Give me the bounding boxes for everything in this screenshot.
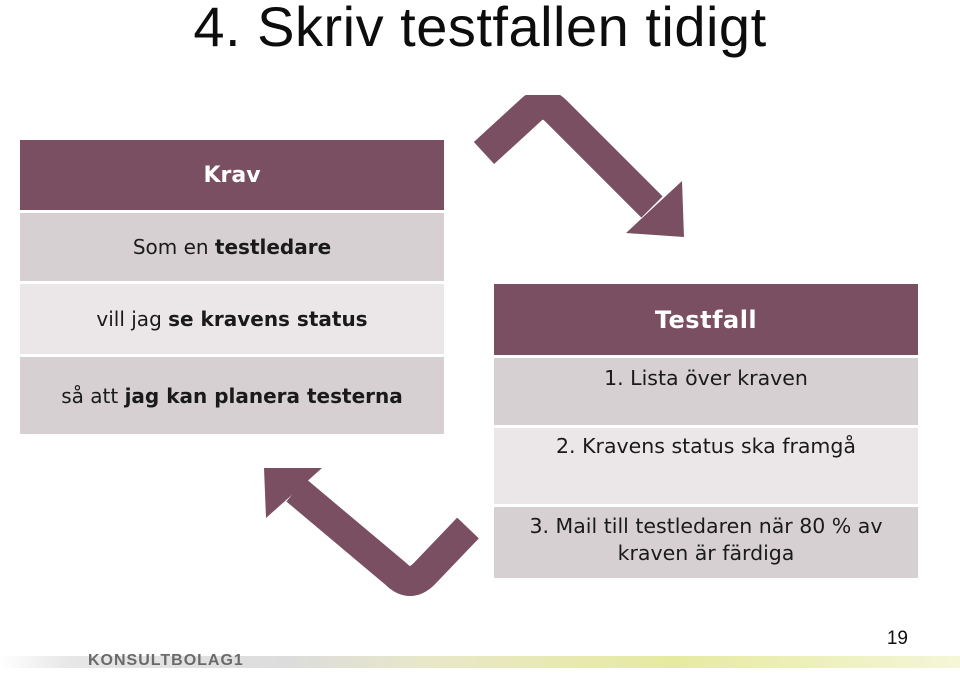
krav-row-3-plain: så att [61, 383, 125, 408]
krav-header: Krav [20, 140, 444, 210]
testfall-row-3: 3. Mail till testledaren när 80 % av kraven är färdiga [494, 507, 918, 578]
krav-row-1-bold: testledare [214, 235, 332, 259]
slide-title: 4. Skriv testfallen tidigt [193, 0, 767, 58]
krav-row-1 [20, 213, 444, 281]
testfall-row-1: 1. Lista över kraven [494, 358, 918, 425]
testfall-row-2: 2. Kravens status ska framgå [494, 428, 918, 504]
konsultbolag-logo: KONSULTBOLAG1 [88, 652, 244, 669]
curved-arrow-down-right-icon [470, 95, 700, 245]
krav-row-1-plain: Som en [132, 235, 215, 259]
krav-row-2-plain: vill jag [96, 307, 169, 331]
krav-row-2 [20, 284, 444, 354]
page-number: 19 [886, 628, 908, 649]
krav-row-3-bold: jag kan planera testerna [124, 383, 403, 408]
curved-arrow-up-left-icon [256, 462, 486, 602]
krav-row-2-bold: se kravens status [168, 307, 368, 331]
krav-table [20, 140, 444, 434]
testfall-header: Testfall [494, 284, 918, 355]
testfall-table [494, 284, 918, 578]
krav-row-3 [20, 357, 444, 434]
